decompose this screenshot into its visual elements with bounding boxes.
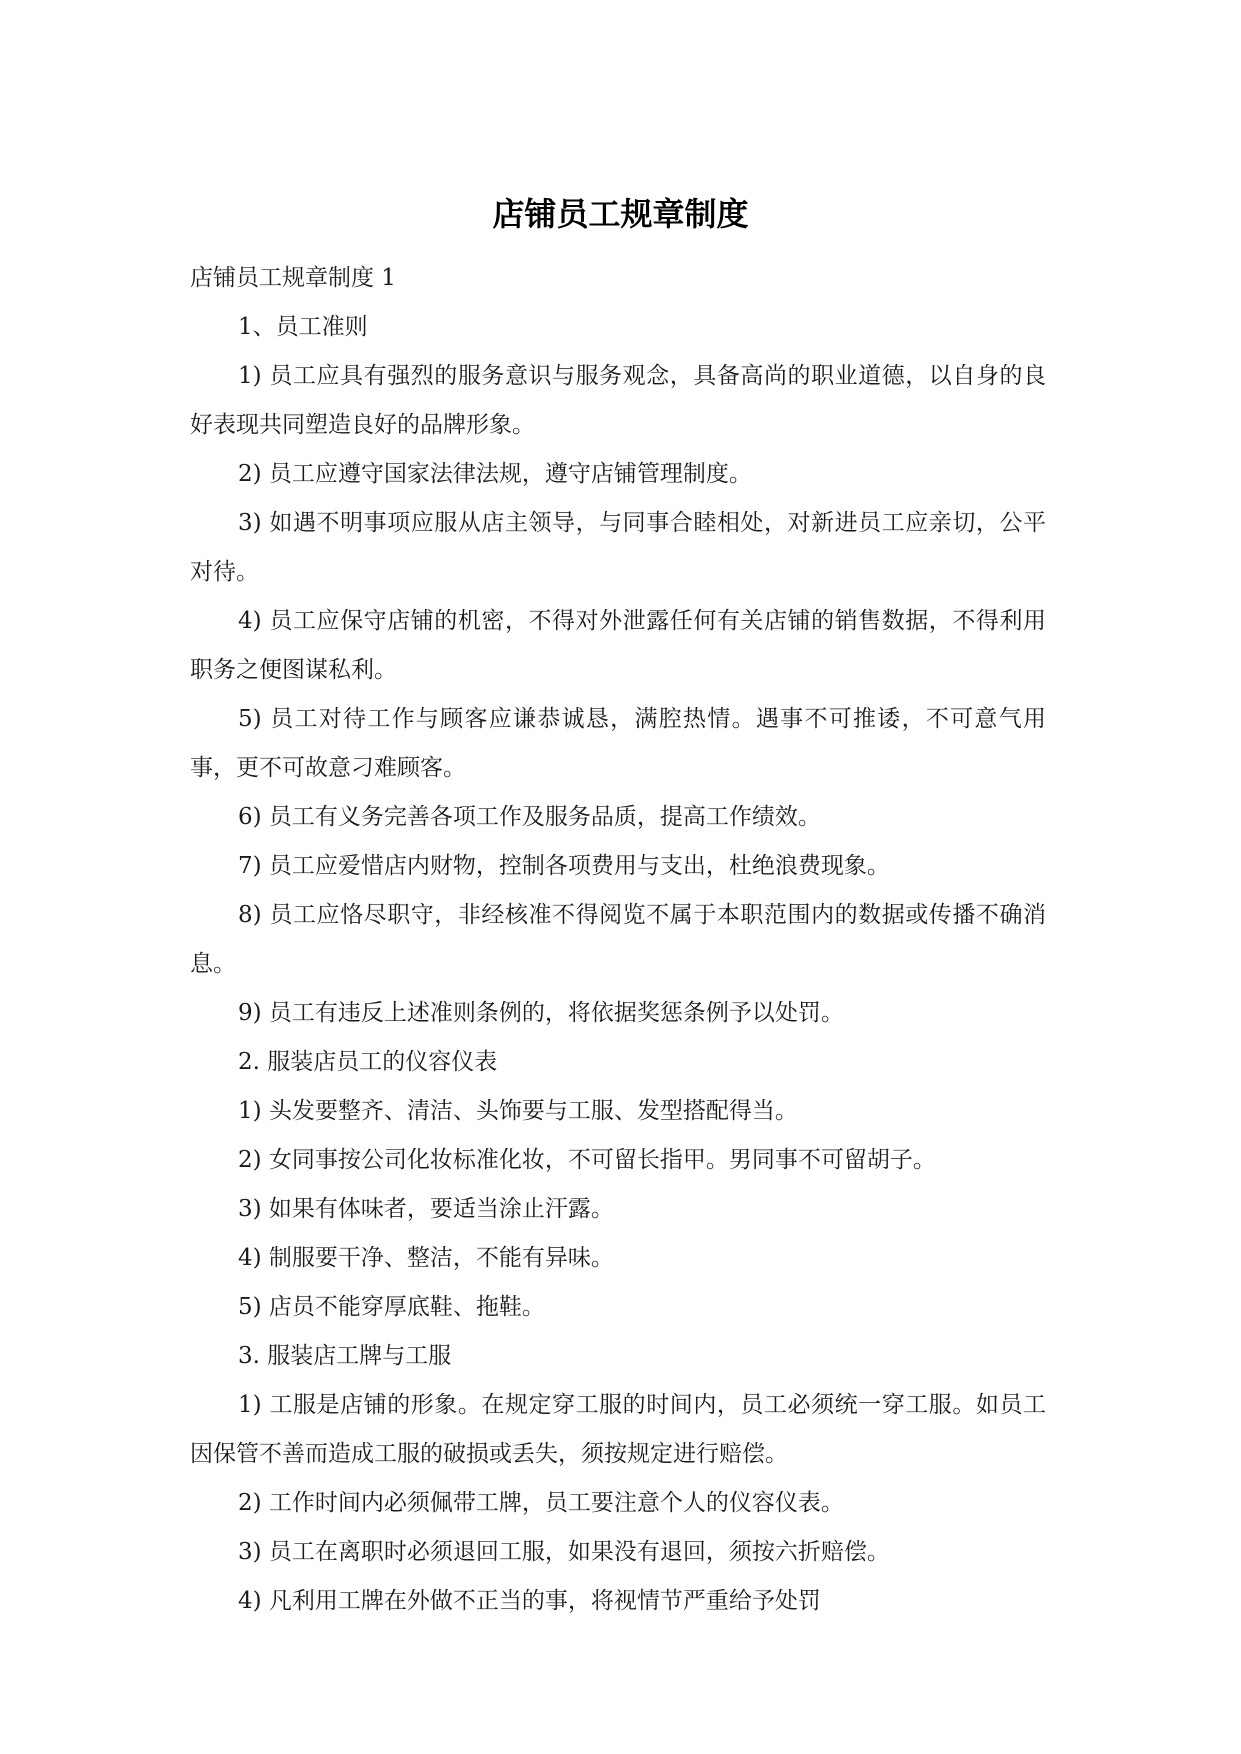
paragraph: 5) 店员不能穿厚底鞋、拖鞋。 (238, 1294, 545, 1320)
section-heading: 店铺员工规章制度 1 (190, 265, 396, 291)
paragraph: 2) 女同事按公司化妆标准化妆，不可留长指甲。男同事不可留胡子。 (238, 1147, 936, 1173)
paragraph: 1) 工服是店铺的形象。在规定穿工服的时间内，员工必须统一穿工服。如员工因保管不善而造成工服的破损或丢失，须按规定进行赔偿。 (190, 1392, 1046, 1467)
paragraph: 4) 凡利用工牌在外做不正当的事，将视情节严重给予处罚 (238, 1588, 821, 1614)
paragraph: 1) 头发要整齐、清洁、头饰要与工服、发型搭配得当。 (238, 1098, 798, 1124)
document-body (190, 254, 1046, 1626)
paragraph: 1) 员工应具有强烈的服务意识与服务观念，具备高尚的职业道德，以自身的良好表现共同塑造良好的品牌形象。 (190, 363, 1046, 438)
paragraph: 6) 员工有义务完善各项工作及服务品质，提高工作绩效。 (238, 804, 821, 830)
paragraph: 4) 制服要干净、整洁，不能有异味。 (238, 1245, 614, 1271)
paragraph: 9) 员工有违反上述准则条例的，将依据奖惩条例予以处罚。 (238, 1000, 844, 1026)
paragraph: 8) 员工应恪尽职守，非经核准不得阅览不属于本职范围内的数据或传播不确消息。 (190, 902, 1046, 977)
paragraph: 3) 如遇不明事项应服从店主领导，与同事合睦相处，对新进员工应亲切，公平对待。 (190, 510, 1046, 585)
document-title: 店铺员工规章制度 (492, 195, 749, 233)
paragraph: 7) 员工应爱惜店内财物，控制各项费用与支出，杜绝浪费现象。 (238, 853, 890, 879)
paragraph: 2) 工作时间内必须佩带工牌，员工要注意个人的仪容仪表。 (238, 1490, 844, 1516)
paragraph: 3) 如果有体味者，要适当涂止汗露。 (238, 1196, 614, 1222)
subsection-heading: 1、员工准则 (238, 314, 368, 340)
subsection-heading: 3. 服装店工牌与工服 (238, 1343, 452, 1369)
subsection-heading: 2. 服装店员工的仪容仪表 (238, 1049, 498, 1075)
paragraph: 2) 员工应遵守国家法律法规，遵守店铺管理制度。 (238, 461, 752, 487)
paragraph: 5) 员工对待工作与顾客应谦恭诚恳，满腔热情。遇事不可推诿，不可意气用事，更不可故意刁难顾客。 (190, 706, 1046, 781)
paragraph: 3) 员工在离职时必须退回工服，如果没有退回，须按六折赔偿。 (238, 1539, 890, 1565)
paragraph: 4) 员工应保守店铺的机密，不得对外泄露任何有关店铺的销售数据，不得利用职务之便图谋私利。 (190, 608, 1046, 683)
